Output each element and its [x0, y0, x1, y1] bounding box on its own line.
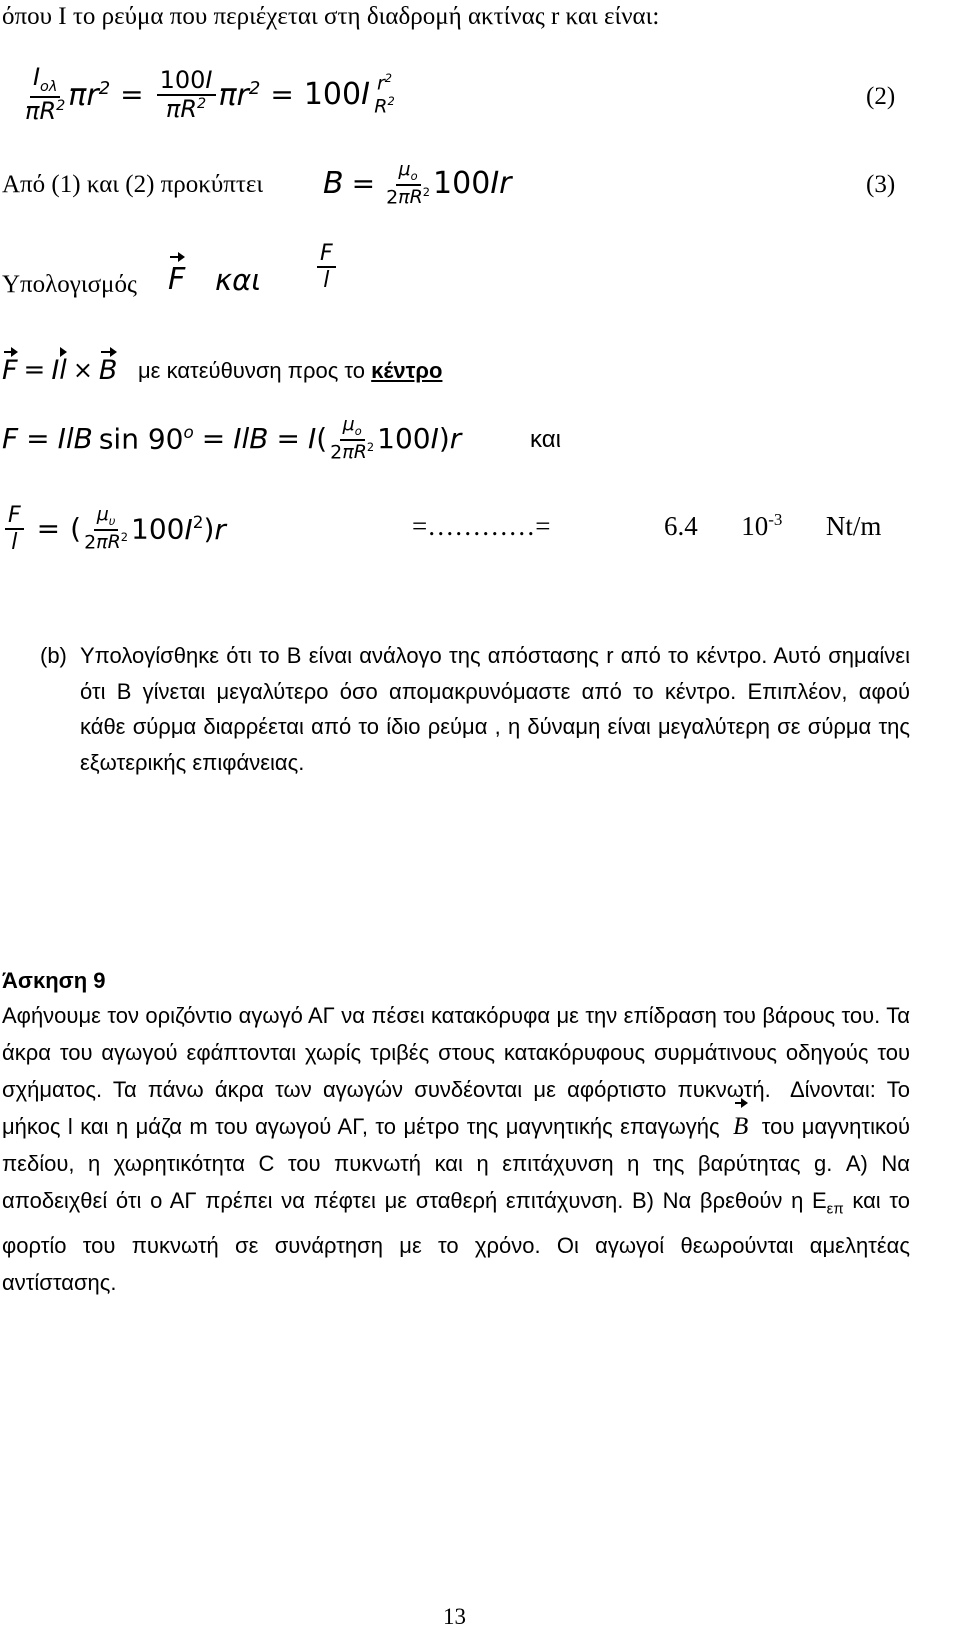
- F-over-l-fraction: $\frac{F}{l}$: [314, 242, 339, 292]
- exercise-text-3: Το μήκος l και η μάζα m του αγωγού ΑΓ, το μέτρο της μαγνητικής επαγωγής: [2, 1077, 910, 1139]
- from-1-and-2-text: Από (1) και (2) προκύπτει: [2, 171, 264, 198]
- fraction-r2-over-R2: $r^2$ $R^2$: [374, 70, 395, 118]
- result-value: 6.4: [663, 511, 698, 541]
- direction-center-word: κέντρο: [371, 358, 443, 383]
- calculation-label: Υπολογισμός: [2, 271, 137, 298]
- direction-label: με κατεύθυνση προς το: [138, 358, 366, 383]
- kai-word: και: [215, 263, 262, 297]
- equation-2: $\frac{I_{o\lambda}}{\pi R^2}$ $\pi r^2$ = $\frac{100I}{\pi R^2}$ $\pi r^2$ = 100I $r^2$ $R^2$: [25, 63, 395, 126]
- result-line: [412, 510, 881, 542]
- fraction-100I-over-piR2: $\frac{100I}{\pi R^2}$: [157, 68, 216, 122]
- page-number: 13: [443, 1604, 466, 1629]
- result-exponent: -3: [768, 510, 783, 529]
- exercise-subscript: επ: [826, 1200, 844, 1218]
- exercise-title: Άσκηση 9: [2, 968, 106, 993]
- result-unit: Nt/m: [825, 511, 882, 541]
- part-b-paragraph: Υπολογίσθηκε ότι το B είναι ανάλογο της απόστασης r από το κέντρο. Αυτό σημαίνει ότι B γίνεται μεγαλύτερο όσο απομακρυνόμαστε από το κέντρο. Επιπλέον, αφού κάθε σύρμα διαρρέεται από το ίδιο ρεύμα , η δύναμη είναι μεγαλύτερη σε σύρμα της εξωτερικής επιφάνειας.: [80, 643, 910, 775]
- equation-3: B = $\frac{\mu_o}{2\pi R^2}$ 100Ir: [323, 157, 512, 209]
- part-b-label: (b): [40, 643, 67, 668]
- exercise-paragraph: [2, 997, 910, 1301]
- force-per-length-equation: $\frac{F}{l}$ = ( $\frac{\mu_\upsilon}{2\pi R^2}$ $100I^2)r$: [2, 496, 226, 562]
- magnetic-field-symbol: B: [733, 1108, 748, 1145]
- direction-text: [138, 358, 442, 384]
- vector-F-symbol: F: [168, 262, 186, 297]
- result-dots: =…………=: [412, 511, 551, 541]
- exercise-text-5: και το φορτίο του πυκνωτή σε συνάρτηση με το χρόνο. Οι αγωγοί θεωρούνται αμελητέας αντίστασης.: [2, 1188, 910, 1296]
- exercise-given: Δίνονται:: [789, 1077, 876, 1102]
- intro-line: όπου I το ρεύμα που περιέχεται στη διαδρομή ακτίνας r και είναι:: [2, 3, 660, 30]
- kai-after-F: και: [530, 426, 561, 453]
- exercise-text-4: του μαγνητικού πεδίου, η χωρητικότητα C του πυκνωτή και η επιτάχυνση η της βαρύτητας g. Α) Να αποδειχθεί ότι ο ΑΓ πρέπει να πέφτει με σταθερή επιτάχυνση. Β) Να βρεθούν η Ε: [2, 1114, 910, 1213]
- cross-product-equation: F = I l × B: [2, 354, 118, 386]
- equation-3-tag: (3): [866, 171, 896, 198]
- force-magnitude-equation: F = IlB sin 90$^o$ = IlB = I ( $\frac{\mu_o}{2\pi R^2}$ 100I)r: [2, 412, 462, 464]
- fraction-mu0-over-2piR2: $\frac{\mu_o}{2\pi R^2}$: [386, 157, 431, 209]
- equation-2-tag: (2): [866, 83, 896, 110]
- result-base: 10: [741, 511, 769, 541]
- exercise-text-1: Αφήνουμε τον οριζόντιο αγωγό ΑΓ να πέσει κατακόρυφα με την επίδραση του βάρους του. Τα άκρα του αγωγού εφάπτονται χωρίς τριβές στους κατακόρυφους συρμάτινους οδηγούς του σχήματος. Τα πάνω άκρα των αγωγών συνδέονται με αφόρτιστο πυκνωτή.: [2, 1003, 910, 1102]
- fraction-iol-over-piR2: $\frac{I_{o\lambda}}{\pi R^2}$: [25, 63, 66, 126]
